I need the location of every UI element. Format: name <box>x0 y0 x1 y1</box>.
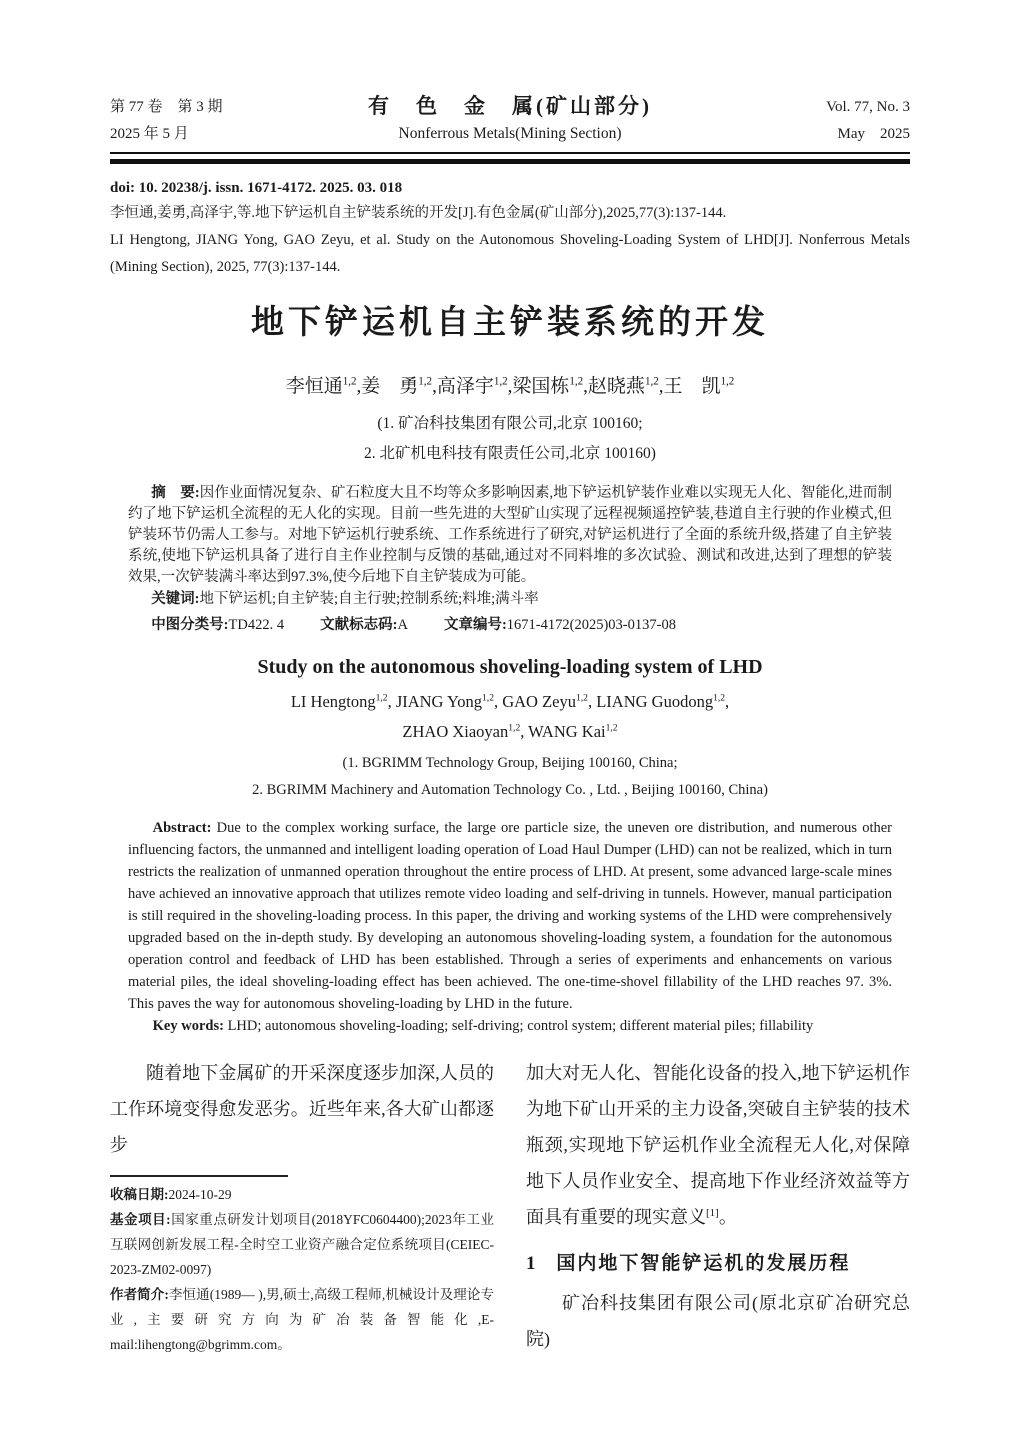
header-divider <box>110 152 910 164</box>
abstract-cn <box>128 483 892 588</box>
section-heading-1 <box>526 1249 910 1279</box>
section-paragraph: 矿冶科技集团有限公司(原北京矿冶研究总院) <box>526 1293 910 1349</box>
citation-cn: 李恒通,姜勇,高泽宇,等.地下铲运机自主铲装系统的开发[J].有色金属(矿山部分),2025,77(3):137-144. <box>110 205 727 221</box>
article-title-cn: 地下铲运机自主铲装系统的开发 <box>251 305 769 341</box>
footnote-bio: 作者简介:李恒通(1989— ),男,硕士,高级工程师,机械设计及理论专业,主要研究方向为矿冶装备智能化,E-mail:lihengtong@bgrimm.com。 <box>110 1287 494 1352</box>
journal-name-cn: 有 色 金 属(矿山部分) <box>368 94 652 118</box>
article-number: 文章编号:1671-4172(2025)03-0137-08 <box>443 617 676 633</box>
issue-date-cn: 2025 年 5 月 <box>110 126 189 142</box>
journal-name-block <box>270 94 750 148</box>
left-column <box>110 1055 494 1357</box>
footnote-received: 收稿日期:2024-10-29 <box>110 1187 232 1202</box>
body-paragraph-right: 加大对无人化、智能化设备的投入,地下铲运机作为地下矿山开采的主力设备,突破自主铲装的技术瓶颈,实现地下铲运机作业全流程无人化,对保障地下人员作业安全、提高地下作业经济效益等方面具有重要的现实意义[1]。 <box>526 1063 910 1227</box>
authors-cn: 李恒通$^{1,2}$,姜 勇$^{1,2}$,高泽宇$^{1,2}$,梁国栋$^{1,2}$,赵晓燕$^{1,2}$,王 凯$^{1,2}$ <box>285 375 735 397</box>
section-number: 1 <box>526 1253 536 1274</box>
section-title: 国内地下智能铲运机的发展历程 <box>556 1253 851 1274</box>
right-column <box>526 1055 910 1357</box>
affiliations-cn <box>110 409 910 469</box>
body-paragraph-left: 随着地下金属矿的开采深度逐步加深,人员的工作环境变得愈发恶劣。近些年来,各大矿山都逐步 <box>110 1063 494 1155</box>
footnote-divider <box>110 1175 288 1177</box>
authors-en-line1: LI Hengtong$^{1,2}$, JIANG Yong$^{1,2}$, GAO Zeyu$^{1,2}$, LIANG Guodong$^{1,2}$, <box>290 692 730 711</box>
journal-header <box>110 94 910 148</box>
citation-block <box>110 176 910 281</box>
volume-info-en: Vol. 77, No. 3 <box>826 99 910 115</box>
affiliation-cn-2: 2. 北矿机电科技有限责任公司,北京 100160) <box>364 445 656 462</box>
clc-number: 中图分类号:TD422. 4 <box>151 617 285 633</box>
issue-info-cn: 第 77 卷 第 3 期 <box>110 99 223 115</box>
abstract-en-text: Due to the complex working surface, the large ore particle size, the uneven ore distribution, and numerous other influencing factors, the unmanned and intelligent loading operation of Load Haul Dumper (LHD) can not be realized, which in turn restricts the realization of unmanned operation throughout the entire process of LHD. At present, some advanced large-scale mines have achieved an innovative approach that utilizes remote video loading and self-driving in tunnels. However, manual participation is still required in the shoveling-loading process. In this paper, the driving and working systems of the LHD were comprehensively upgraded based on the in-depth study. By developing an autonomous shoveling-loading system, a foundation for the autonomous operation control and feedback of LHD has been established. Through a series of experiments and enhancements on various material piles, the ideal shoveling-loading effect has been achieved. The one-time-shovel fillability of the LHD reaches 97. 3%. This paves the way for autonomous shoveling-loading by LHD in the future. <box>128 820 893 1012</box>
classification-line <box>128 613 892 638</box>
affiliation-en-1: (1. BGRIMM Technology Group, Beijing 100160, China; <box>342 755 678 771</box>
affiliations-en <box>110 750 910 804</box>
citation-en: LI Hengtong, JIANG Yong, GAO Zeyu, et al. Study on the Autonomous Shoveling-Loading System of LHD[J]. Nonferrous Metals (Mining Section), 2025, 77(3):137-144. <box>110 232 910 275</box>
footnote <box>110 1175 494 1357</box>
abstract-en <box>128 817 892 1015</box>
reference-marker: [1] <box>706 1207 719 1219</box>
document-code: 文献标志码:A <box>320 617 408 633</box>
keywords-en-text: LHD; autonomous shoveling-loading; self-driving; control system; different material piles; fillability <box>227 1018 814 1034</box>
header-volume-block <box>750 94 910 148</box>
abstract-cn-label: 摘 要: <box>151 485 200 501</box>
keywords-cn <box>128 588 892 610</box>
affiliation-cn-1: (1. 矿冶科技集团有限公司,北京 100160; <box>377 415 643 432</box>
article-title-en: Study on the autonomous shoveling-loading system of LHD <box>257 656 763 678</box>
header-issue-block <box>110 94 270 148</box>
abstract-en-label: Abstract: <box>152 820 212 836</box>
authors-en-line2: ZHAO Xiaoyan$^{1,2}$, WANG Kai$^{1,2}$ <box>402 722 618 741</box>
footnote-funding: 基金项目:国家重点研发计划项目(2018YFC0604400);2023年工业互联网创新发展工程-全时空工业资产融合定位系统项目(CEIEC-2023-ZM02-0097) <box>110 1212 494 1277</box>
keywords-en <box>128 1015 892 1038</box>
keywords-en-label: Key words: <box>152 1018 224 1034</box>
keywords-cn-text: 地下铲运机;自主铲装;自主行驶;控制系统;料堆;满斗率 <box>199 591 539 607</box>
affiliation-en-2: 2. BGRIMM Machinery and Automation Technology Co. , Ltd. , Beijing 100160, China) <box>252 782 768 798</box>
abstract-cn-text: 因作业面情况复杂、矿石粒度大且不均等众多影响因素,地下铲运机铲装作业难以实现无人化、智能化,进而制约了地下铲运机全流程的无人化的实现。目前一些先进的大型矿山实现了远程视频遥控铲装,巷道自主行驶的作业模式,但铲装环节仍需人工参与。对地下铲运机行驶系统、工作系统进行了研究,对铲运机进行了全面的系统升级,搭建了自主铲装系统,使地下铲运机具备了进行自主作业控制与反馈的基础,通过对不同料堆的多次试验、测试和改进,达到了理想的铲装效果,一次铲装满斗率达到97.3%,使今后地下自主铲装成为可能。 <box>128 485 892 585</box>
issue-date-en: May 2025 <box>837 126 910 142</box>
keywords-cn-label: 关键词: <box>151 591 200 607</box>
body-columns <box>110 1055 910 1357</box>
doi-line: doi: 10. 20238/j. issn. 1671-4172. 2025. 03. 018 <box>110 180 403 196</box>
journal-name-en: Nonferrous Metals(Mining Section) <box>398 125 622 142</box>
